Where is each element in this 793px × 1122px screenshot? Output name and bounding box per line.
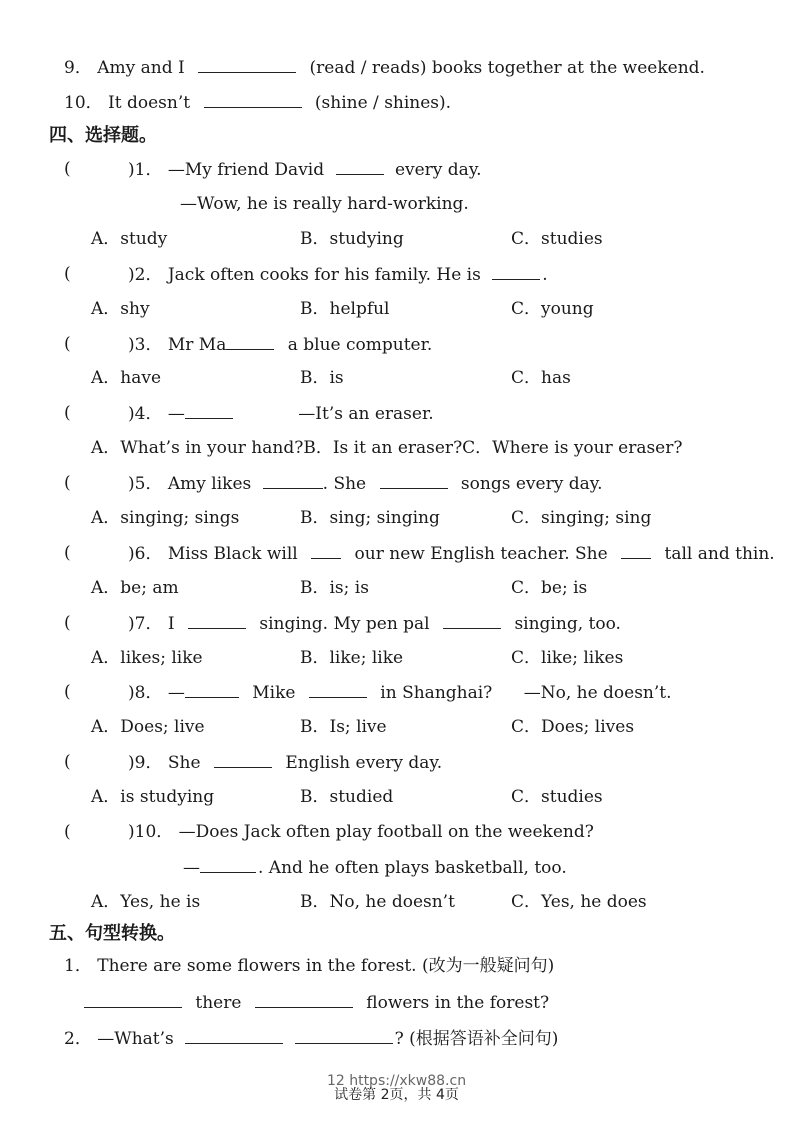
question-4 (128, 402, 434, 425)
item-number: 1． (64, 956, 92, 976)
question-text: —No, he doesn’t. (523, 683, 672, 703)
section-4-title: 四、选择题。 (49, 125, 157, 146)
answer-paren-open: ( (64, 613, 71, 633)
question-text: singing, too. (514, 614, 621, 634)
question-text: —It’s an eraser. (298, 404, 434, 424)
answer-blank[interactable] (185, 681, 239, 698)
item-text: there (195, 993, 242, 1013)
item-number: 10． (64, 93, 103, 113)
question-number: )4． (128, 404, 163, 424)
answer-paren-open: ( (64, 822, 71, 842)
question-text: singing. My pen pal (259, 614, 430, 634)
question-text: Amy likes (167, 474, 252, 494)
option-b[interactable]: B．No, he doesn’t (300, 892, 455, 912)
question-text: . (542, 265, 548, 285)
question-2 (128, 263, 548, 286)
question-text: — (167, 404, 185, 424)
question-text: songs every day. (460, 474, 603, 494)
option-c[interactable]: C．like; likes (511, 648, 624, 668)
question-number: )3． (128, 335, 163, 355)
answer-blank[interactable] (336, 158, 384, 175)
item-text: Amy and I (97, 58, 185, 78)
answer-blank[interactable] (214, 751, 272, 768)
option-b[interactable]: B．like; like (300, 648, 404, 668)
question-text: I (167, 614, 175, 634)
answer-blank[interactable] (204, 91, 302, 108)
question-text: Mike (252, 683, 296, 703)
question-text: She (167, 753, 201, 773)
question-text: — (183, 858, 200, 878)
question-text: English every day. (285, 753, 443, 773)
question-number: )2． (128, 265, 163, 285)
item-text: —What’s (97, 1029, 174, 1049)
question-number: )5． (128, 474, 163, 494)
answer-blank[interactable] (84, 991, 182, 1008)
answer-blank[interactable] (263, 472, 323, 489)
question-text: in Shanghai? (380, 683, 493, 703)
option-a[interactable]: A．Yes, he is (91, 892, 201, 912)
option-b[interactable]: B．helpful (300, 299, 390, 319)
answer-blank[interactable] (188, 612, 246, 629)
watermark-url: 12 https://xkw88.cn (326, 1073, 467, 1089)
option-b[interactable]: B．sing; singing (300, 508, 440, 528)
option-c[interactable]: C．studies (511, 787, 603, 807)
answer-paren-open: ( (64, 264, 71, 284)
question-text: Miss Black will (167, 544, 298, 564)
question-number: )6． (128, 544, 163, 564)
option-c[interactable]: C．studies (511, 229, 603, 249)
option-b[interactable]: B．is; is (300, 578, 369, 598)
question-text: . She (322, 474, 367, 494)
answer-blank[interactable] (185, 402, 233, 419)
question-text: every day. (394, 160, 482, 180)
question-text: tall and thin. (664, 544, 775, 564)
item-text: It doesn’t (108, 93, 191, 113)
question-text: Mr Ma (167, 335, 227, 355)
fill-item-9 (64, 56, 705, 79)
answer-blank[interactable] (295, 1027, 393, 1044)
question-8 (128, 681, 672, 704)
answer-blank[interactable] (443, 612, 501, 629)
options-line[interactable]: A．What’s in your hand?B．Is it an eraser?C．Where is your eraser? (91, 438, 683, 458)
answer-blank[interactable] (185, 1027, 283, 1044)
option-a[interactable]: A．have (91, 368, 162, 388)
option-a[interactable]: A．is studying (91, 787, 215, 807)
question-number: )9． (128, 753, 163, 773)
question-number: )8． (128, 683, 163, 703)
answer-blank[interactable] (311, 542, 341, 559)
question-text: Jack often cooks for his family. He is (167, 265, 481, 285)
item-number: 2． (64, 1029, 92, 1049)
question-text: our new English teacher. She (354, 544, 608, 564)
answer-blank[interactable] (380, 472, 448, 489)
answer-paren-open: ( (64, 543, 71, 563)
answer-blank[interactable] (198, 56, 296, 73)
option-b[interactable]: B．is (300, 368, 344, 388)
answer-paren-open: ( (64, 403, 71, 423)
option-c[interactable]: C．Does; lives (511, 717, 635, 737)
item-text: There are some flowers in the forest. (改为一般疑问句) (97, 956, 555, 976)
item-text: (read / reads) books together at the weekend. (309, 58, 705, 78)
question-10-line2 (183, 856, 567, 879)
question-1 (128, 158, 482, 181)
question-text: —Does Jack often play football on the weekend? (178, 822, 594, 842)
item-text: flowers in the forest? (366, 993, 550, 1013)
option-b[interactable]: B．studying (300, 229, 404, 249)
question-9 (128, 751, 442, 774)
question-number: )7． (128, 614, 163, 634)
option-c[interactable]: C．young (511, 299, 594, 319)
answer-paren-open: ( (64, 334, 71, 354)
item-text: ? (根据答语补全问句) (394, 1029, 559, 1049)
option-a[interactable]: A．singing; sings (91, 508, 240, 528)
answer-blank[interactable] (226, 333, 274, 350)
option-b[interactable]: B．Is; live (300, 717, 387, 737)
option-c[interactable]: C．be; is (511, 578, 588, 598)
answer-blank[interactable] (621, 542, 651, 559)
option-a[interactable]: A．be; am (91, 578, 179, 598)
answer-paren-open: ( (64, 682, 71, 702)
question-text: a blue computer. (287, 335, 433, 355)
transform-item-1-answer (84, 991, 549, 1014)
question-3 (128, 333, 432, 356)
option-c[interactable]: C．has (511, 368, 571, 388)
answer-paren-open: ( (64, 752, 71, 772)
question-10 (128, 821, 594, 843)
answer-blank[interactable] (309, 681, 367, 698)
option-a[interactable]: A．Does; live (91, 717, 205, 737)
page-number: 试卷第 2页，共 4页 (334, 1087, 459, 1103)
fill-item-10 (64, 91, 451, 114)
option-c[interactable]: C．singing; sing (511, 508, 652, 528)
answer-blank[interactable] (492, 263, 540, 280)
question-6 (128, 542, 775, 565)
answer-blank[interactable] (255, 991, 353, 1008)
question-text: . And he often plays basketball, too. (258, 858, 567, 878)
question-5 (128, 472, 602, 495)
question-number: )1． (128, 160, 163, 180)
option-a[interactable]: A．shy (91, 299, 150, 319)
option-a[interactable]: A．study (91, 229, 168, 249)
question-text: — (167, 683, 185, 703)
question-number: )10． (128, 822, 174, 842)
option-b[interactable]: B．studied (300, 787, 394, 807)
transform-item-2 (64, 1027, 558, 1050)
item-text: (shine / shines). (314, 93, 452, 113)
question-7 (128, 612, 621, 635)
transform-item-1 (64, 955, 554, 977)
answer-paren-open: ( (64, 159, 71, 179)
question-1-line2: —Wow, he is really hard-working. (180, 194, 469, 214)
answer-paren-open: ( (64, 473, 71, 493)
option-c[interactable]: C．Yes, he does (511, 892, 647, 912)
answer-blank[interactable] (200, 856, 256, 873)
section-5-title: 五、句型转换。 (49, 923, 175, 944)
item-number: 9． (64, 58, 92, 78)
question-text: —My friend David (167, 160, 325, 180)
option-a[interactable]: A．likes; like (91, 648, 203, 668)
